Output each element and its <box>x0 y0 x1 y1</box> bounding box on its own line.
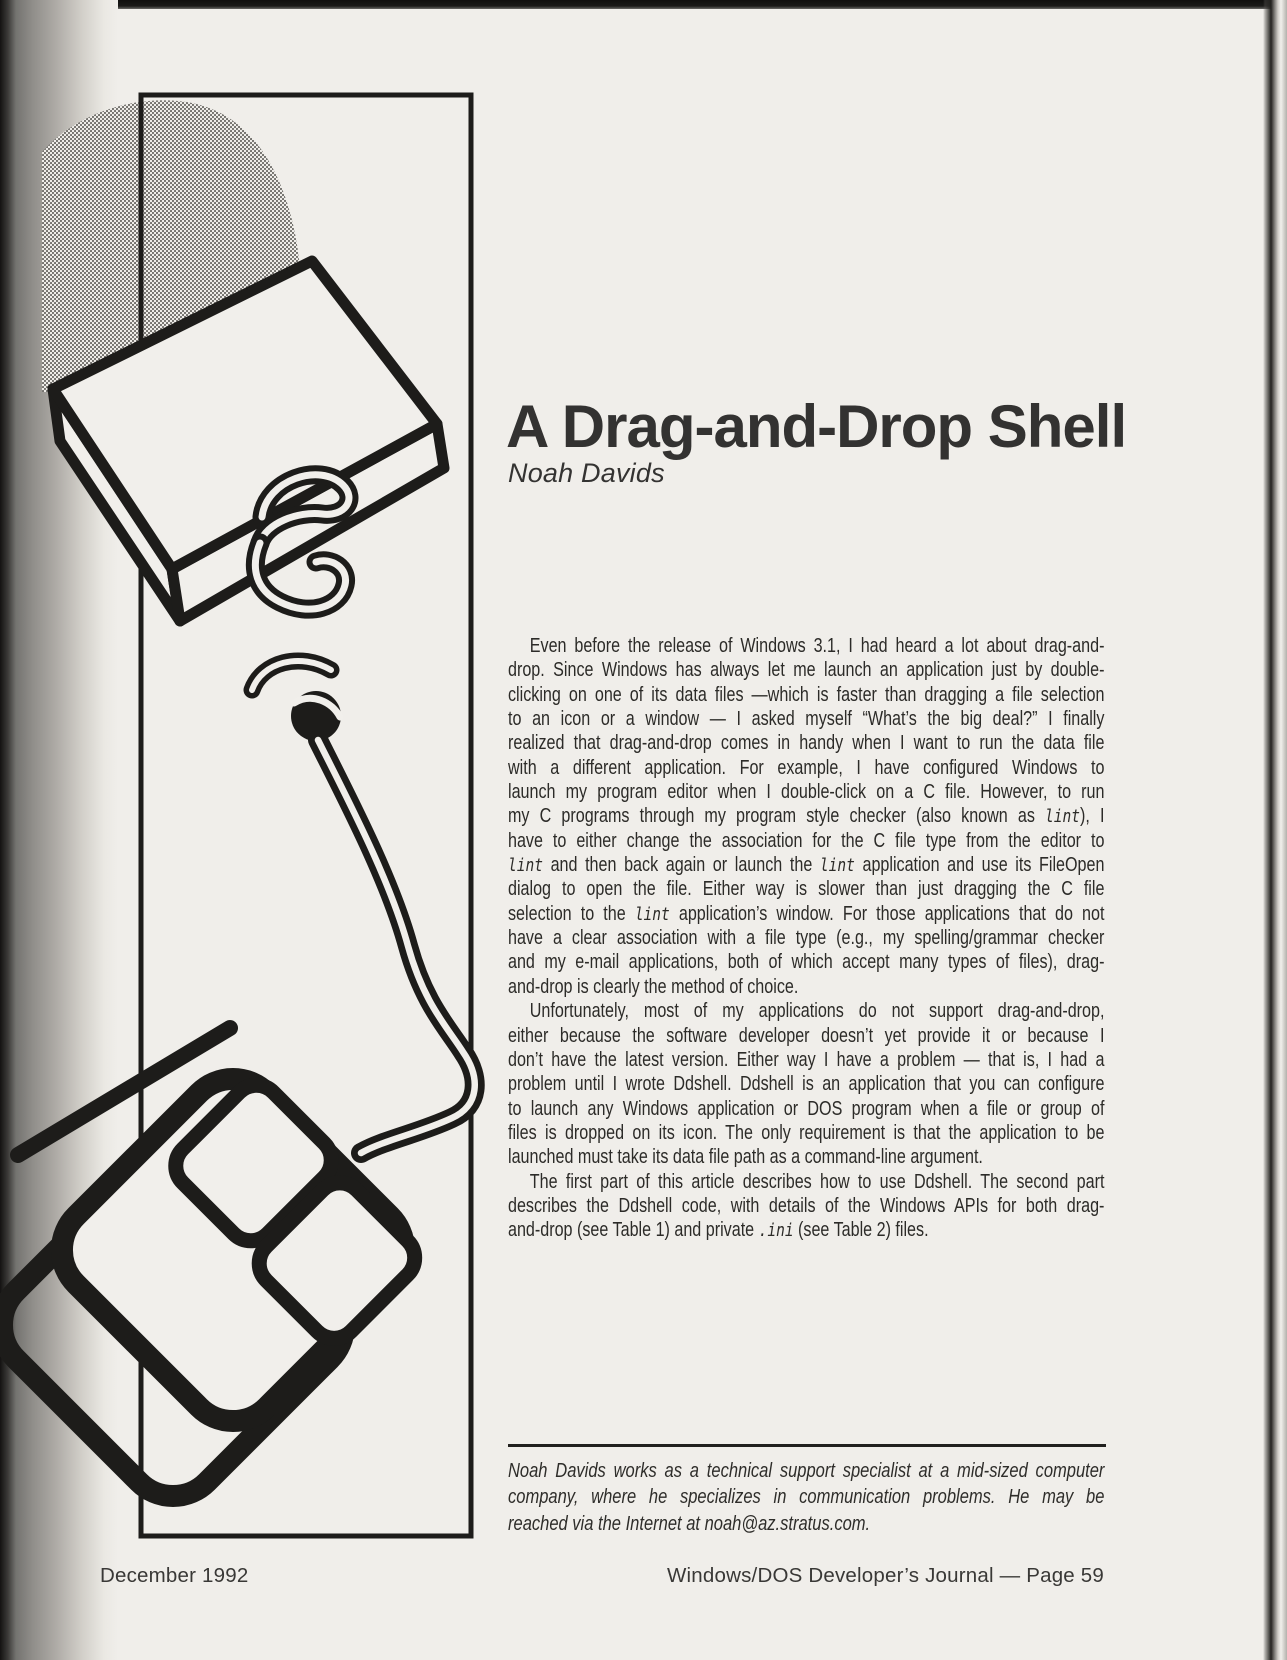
body-line: lint and then back again or launch the lint application and use its FileOpen <box>508 854 1105 877</box>
body-line: selection to the lint application’s window. For those applications that do not <box>508 902 1105 925</box>
body-line: problem until I wrote Ddshell. Ddshell is an application that you can configure <box>508 1073 1105 1096</box>
article-author: Noah Davids <box>508 458 665 488</box>
footer-issue-date: December 1992 <box>100 1564 249 1587</box>
body-line: my C programs through my program style checker (also known as lint), I <box>508 805 1105 828</box>
body-line: launched must take its data file path as a command-line argument. <box>508 1146 983 1169</box>
body-line: The first part of this article describes how to use Ddshell. The second part <box>529 1170 1105 1193</box>
body-line: realized that drag-and-drop comes in handy when I want to run the data file <box>508 732 1105 755</box>
author-bio <box>508 1458 1108 1537</box>
bio-line: Noah Davids works as a technical support specialist at a mid-sized computer <box>508 1459 1105 1482</box>
body-line: dialog to open the file. Either way is slower than just dragging the C file <box>508 878 1105 901</box>
body-line: to launch any Windows application or DOS program when a file or group of <box>508 1097 1105 1120</box>
footer-journal-page: Windows/DOS Developer’s Journal — Page 59 <box>666 1564 1104 1587</box>
body-line: Unfortunately, most of my applications do not support drag-and-drop, <box>529 1000 1105 1023</box>
body-line: don’t have the latest version. Either way I have a problem — that is, I had a <box>508 1048 1105 1071</box>
article-title: A Drag-and-Drop Shell <box>506 393 1127 461</box>
body-line: Even before the release of Windows 3.1, I had heard a lot about drag-and- <box>529 635 1105 657</box>
body-line: either because the software developer doesn’t yet provide it or because I <box>508 1024 1105 1047</box>
body-line: and my e-mail applications, both of which accept many types of files), drag- <box>508 951 1105 974</box>
body-line: drop. Since Windows has always let me launch an application just by double- <box>508 659 1105 682</box>
body-line: to an icon or a window — I asked myself “What’s the big deal?” I finally <box>508 708 1105 731</box>
page-footer <box>100 1564 1104 1588</box>
body-line: and-drop is clearly the method of choice. <box>508 975 799 998</box>
article-body <box>508 634 1108 1243</box>
body-line: files is dropped on its icon. The only requirement is that the application to be <box>508 1121 1105 1144</box>
scan-edge-right <box>1263 0 1287 1660</box>
mouse-cable-illustration <box>0 0 500 1660</box>
body-line: clicking on one of its data files —which is faster than dragging a file selection <box>508 683 1105 706</box>
bio-line: company, where he specializes in communication problems. He may be <box>508 1485 1105 1509</box>
body-line: launch my program editor when I double-click on a C file. However, to run <box>508 781 1105 804</box>
mouse-cable <box>318 740 475 1153</box>
bio-line: reached via the Internet at noah@az.stratus.com. <box>508 1511 871 1535</box>
body-line: describes the Ddshell code, with details of the Windows APIs for both drag- <box>508 1194 1105 1217</box>
hook-clasp <box>252 475 349 741</box>
bio-divider <box>508 1444 1106 1447</box>
body-line: and-drop (see Table 1) and private .ini (see Table 2) files. <box>508 1219 929 1242</box>
body-line: with a different application. For example, I have configured Windows to <box>508 756 1105 779</box>
body-line: have to either change the association for the C file type from the editor to <box>508 829 1105 852</box>
body-line: have a clear association with a file type (e.g., my spelling/grammar checker <box>508 927 1105 950</box>
